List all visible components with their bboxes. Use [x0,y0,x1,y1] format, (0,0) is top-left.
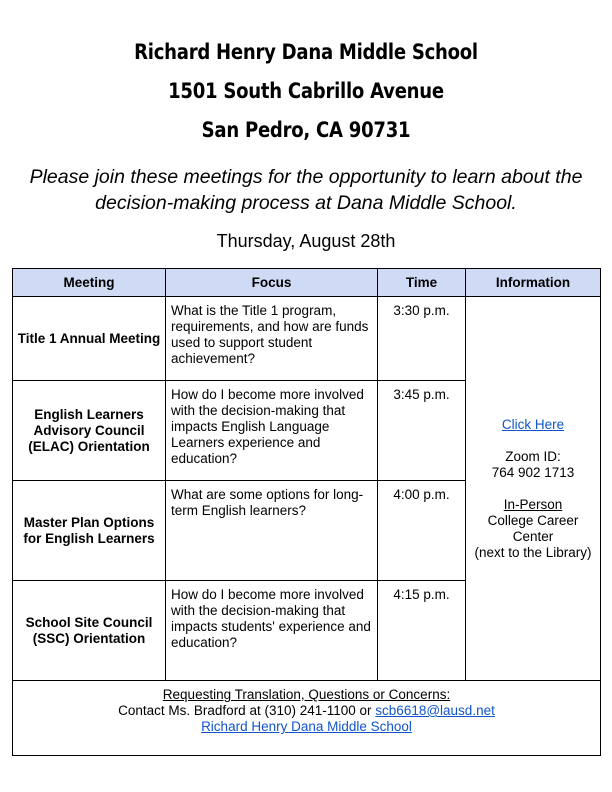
information-cell [466,297,601,681]
meeting-date: Thursday, August 28th [216,231,396,251]
school-website-link[interactable]: Richard Henry Dana Middle School [201,719,412,734]
column-header-meeting: Meeting [13,269,166,297]
meeting-time: 3:30 p.m. [378,297,466,381]
location-line2: Center [512,528,554,544]
school-street: 1501 South Cabrillo Avenue [168,79,444,103]
click-here-link[interactable]: Click Here [501,416,565,432]
contact-text: Contact Ms. Bradford at (310) 241-1100 or [118,703,372,718]
meetings-table [12,268,601,756]
meeting-name: Master Plan Options for English Learners [13,481,166,581]
table-header-row [13,269,601,297]
meeting-name: English Learners Advisory Council (ELAC) Orientation [13,381,166,481]
contact-line [13,703,600,719]
meeting-focus: What is the Title 1 program, requirements, and how are funds used to support student achievement? [166,297,378,381]
meeting-name: Title 1 Annual Meeting [13,297,166,381]
contact-cell [13,681,601,756]
school-name: Richard Henry Dana Middle School [134,40,478,64]
school-city: San Pedro, CA 90731 [201,118,411,142]
column-header-focus: Focus [166,269,378,297]
meeting-focus: How do I become more involved with the decision-making that impacts English Language Learners experience and education? [166,381,378,481]
zoom-id: 764 902 1713 [491,464,575,480]
column-header-information: Information [466,269,601,297]
meeting-focus: What are some options for long-term English learners? [166,481,378,581]
footer-row [13,681,601,756]
table-row [13,297,601,381]
meeting-time: 4:15 p.m. [378,581,466,681]
meeting-name: School Site Council (SSC) Orientation [13,581,166,681]
meeting-time: 4:00 p.m. [378,481,466,581]
contact-heading: Requesting Translation, Questions or Concerns: [162,687,451,702]
meeting-time: 3:45 p.m. [378,381,466,481]
location-note: (next to the Library) [474,544,592,560]
zoom-label: Zoom ID: [505,448,561,464]
in-person-label: In-Person [503,496,563,512]
column-header-time: Time [378,269,466,297]
location-line1: College Career [487,512,579,528]
meeting-focus: How do I become more involved with the decision-making that impacts students' experience and education? [166,581,378,681]
email-link[interactable]: scb6618@lausd.net [375,703,495,718]
intro-text: Please join these meetings for the opportunity to learn about the decision-making process at Dana Middle School. [29,166,583,214]
